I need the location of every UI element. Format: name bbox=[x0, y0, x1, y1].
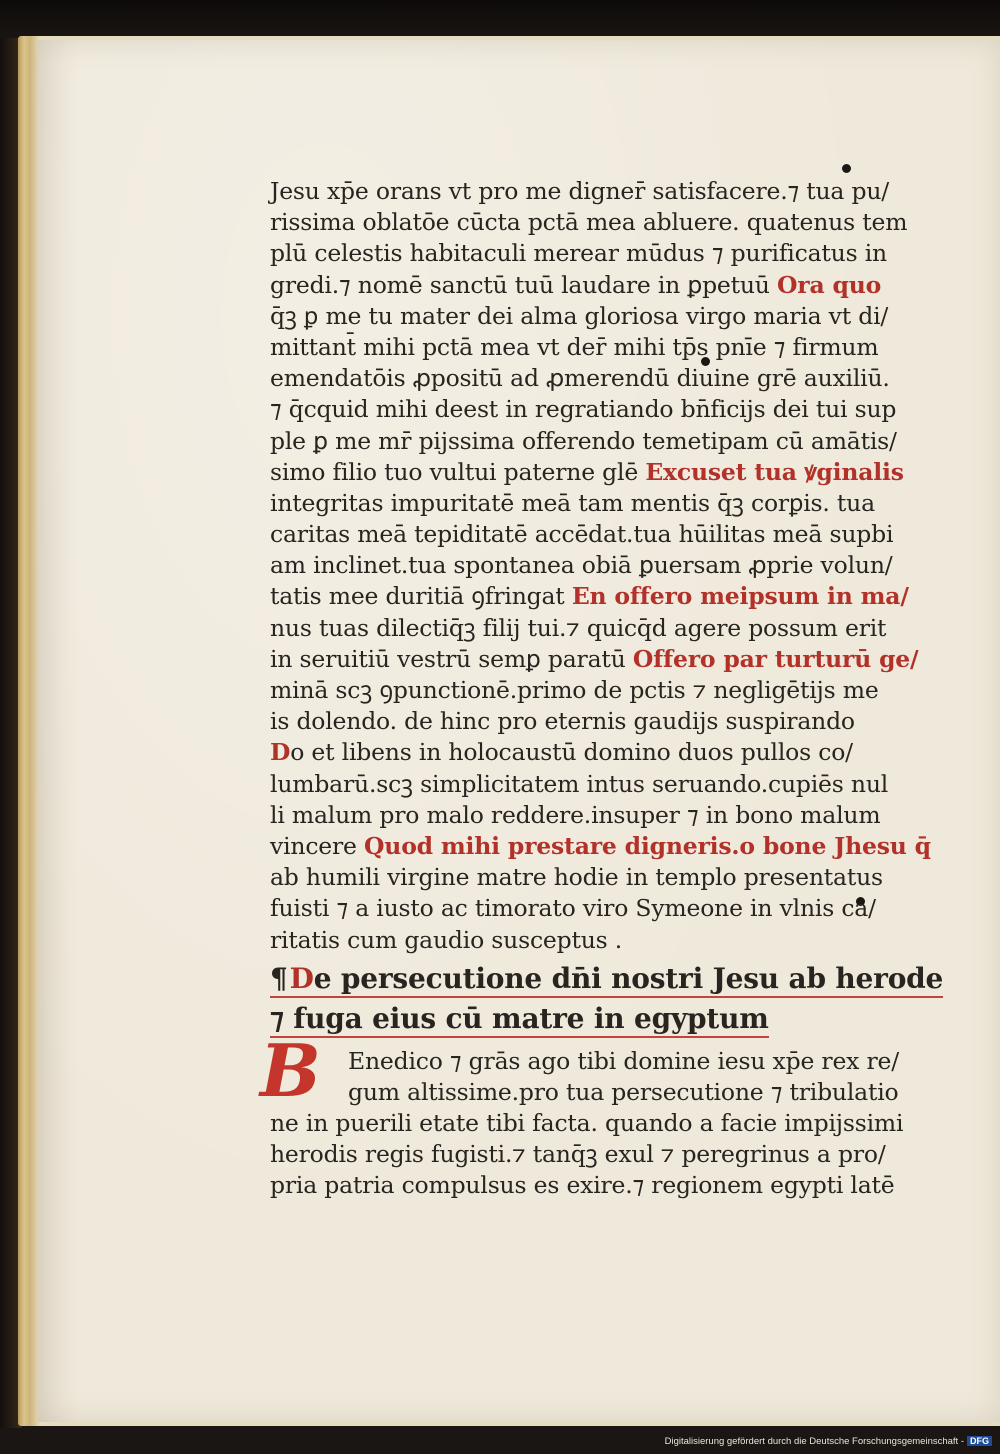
text-line-content: plū celestis habitaculi merear mūdus ⁊ purificatus in bbox=[270, 239, 887, 268]
text-line bbox=[270, 831, 931, 862]
text-line-content: integritas impuritatē meā tam mentis q̄ꝫ corꝑis. tua bbox=[270, 488, 875, 517]
text-line-content: simo filio tuo vultui paterne glē bbox=[270, 457, 639, 486]
text-line bbox=[270, 426, 910, 457]
text-line-content: gum altissime.pro tua persecutione ⁊ tribulatio bbox=[348, 1077, 899, 1106]
section-body bbox=[260, 1027, 910, 1202]
text-line bbox=[270, 207, 910, 238]
heading-text-2: ⁊ fuga eius cū matre in egyptum bbox=[270, 1001, 769, 1035]
rubric-quod: Quod mihi prestare digneris.o bone Jhesu q̄ bbox=[364, 831, 931, 860]
text-line bbox=[270, 581, 910, 612]
text-line bbox=[270, 394, 910, 425]
text-line bbox=[270, 176, 910, 207]
text-line-content: li malum pro malo reddere.insuper ⁊ in bono malum bbox=[270, 800, 881, 829]
text-line bbox=[270, 1077, 910, 1108]
text-line bbox=[270, 270, 910, 301]
text-line-content: is dolendo. de hinc pro eternis gaudijs suspirando bbox=[270, 707, 855, 736]
scan-top-band bbox=[0, 0, 1000, 38]
section-heading bbox=[270, 961, 944, 1042]
rubric-offero: Offero par turturū ge/ bbox=[632, 644, 919, 673]
text-line-content: ple ꝑ me mr̄ pijssima offerendo temetipam cū amātis/ bbox=[270, 426, 897, 455]
text-line bbox=[270, 1139, 910, 1170]
text-line-content: Enedico ⁊ grās ago tibi domine iesu xp̄e rex re/ bbox=[348, 1046, 899, 1075]
text-line-content: q̄ꝫ ꝑ me tu mater dei alma gloriosa virgo maria vt di/ bbox=[270, 301, 889, 330]
digitization-credit bbox=[665, 1436, 992, 1447]
text-line-content: fuisti ⁊ a iusto ac timorato viro Symeone in vlnis ca/ bbox=[270, 894, 876, 923]
text-line bbox=[270, 363, 910, 394]
text-line bbox=[270, 800, 910, 831]
text-line bbox=[270, 644, 919, 675]
text-line bbox=[270, 706, 910, 737]
text-line bbox=[270, 862, 910, 893]
rubric-ora: Ora quo bbox=[777, 270, 882, 299]
section-heading-line-1 bbox=[270, 962, 943, 998]
text-line-content: tatis mee duritiā ꝯfringat bbox=[270, 582, 565, 611]
section-heading-line-2 bbox=[270, 1002, 769, 1038]
text-line bbox=[270, 675, 910, 706]
text-line-content: pria patria compulsus es exire.⁊ regionem egypti latē bbox=[270, 1171, 895, 1200]
text-line-content: rissima oblatōe cūcta pctā mea abluere. quatenus tem bbox=[270, 208, 908, 237]
dfg-logo: DFG bbox=[967, 1436, 992, 1446]
heading-text-1: e persecutione dn̄i nostri Jesu ab herode bbox=[313, 961, 944, 995]
text-line bbox=[270, 488, 910, 519]
rubric-excuset: Excuset tua ꝟginalis bbox=[645, 457, 904, 486]
text-line-content: herodis regis fugisti.⁊ tanq̄ꝫ exul ⁊ peregrinus a pro/ bbox=[270, 1140, 886, 1169]
text-line bbox=[270, 613, 910, 644]
text-line-content: minā scꝫ ꝯpunctionē.primo de pctis ⁊ negligētijs me bbox=[270, 676, 879, 704]
text-line-content: mittant̄ mihi pctā mea vt der̄ mihi tp̄s pnīe ⁊ firmum bbox=[270, 332, 879, 361]
text-line bbox=[270, 925, 910, 956]
text-line-content: gredi.⁊ nomē sanctū tuū laudare in ꝑpetuū bbox=[270, 270, 770, 299]
text-line bbox=[270, 301, 910, 332]
text-line-content: am inclinet.tua spontanea obiā ꝑuersam ꝓprie volun/ bbox=[270, 551, 893, 580]
text-line-content: ritatis cum gaudio susceptus . bbox=[270, 925, 623, 954]
text-line bbox=[270, 238, 910, 269]
text-line bbox=[270, 1046, 910, 1077]
text-line bbox=[270, 1170, 910, 1201]
text-line-content: ⁊ q̄cquid mihi deest in regratiando bn̄ficijs dei tui sup bbox=[270, 395, 897, 424]
text-line bbox=[270, 1108, 910, 1139]
drop-cap bbox=[256, 1027, 344, 1114]
rubric-initial-d: D bbox=[270, 738, 291, 767]
text-line-content: nus tuas dilectiq̄ꝫ filij tui.⁊ quicq̄d agere possum erit bbox=[270, 613, 887, 642]
text-block bbox=[260, 176, 944, 1202]
credit-text: Digitalisierung gefördert durch die Deutsche Forschungsgemeinschaft - bbox=[664, 1436, 964, 1447]
text-line-content: lumbarū.scꝫ simplicitatem intus seruando.cupiēs nul bbox=[270, 769, 889, 798]
text-line-content: Jesu xp̄e orans vt pro me digner̄ satisfacere.⁊ tua pu/ bbox=[270, 177, 890, 205]
text-line-content: in seruitiū vestrū semꝑ paratū bbox=[270, 644, 626, 673]
text-line-content: ab humili virgine matre hodie in templo presentatus bbox=[270, 863, 883, 892]
text-line bbox=[270, 893, 910, 924]
text-line bbox=[270, 550, 910, 581]
pilcrow-mark: ¶ bbox=[270, 961, 288, 995]
text-line-content: caritas meā tepiditatē accēdat.tua hūilitas meā supbi bbox=[270, 520, 894, 549]
text-line bbox=[270, 457, 910, 488]
drop-cap-letter: B bbox=[260, 1027, 321, 1113]
text-line-content: emendatōis ꝓpositū ad ꝓmerendū diuine grē auxiliū. bbox=[270, 364, 890, 393]
text-line bbox=[270, 519, 910, 550]
ink-dot bbox=[842, 164, 851, 173]
text-line bbox=[270, 769, 910, 800]
text-line bbox=[270, 332, 910, 363]
text-line-content: o et libens in holocaustū domino duos pullos co/ bbox=[290, 738, 853, 767]
text-line-content: vincere bbox=[270, 831, 357, 860]
text-line-content: ne in puerili etate tibi facta. quando a facie impijssimi bbox=[270, 1109, 904, 1138]
heading-initial: D bbox=[289, 961, 314, 995]
rubric-en: En offero meipsum in ma/ bbox=[571, 582, 909, 611]
text-line bbox=[270, 737, 910, 768]
